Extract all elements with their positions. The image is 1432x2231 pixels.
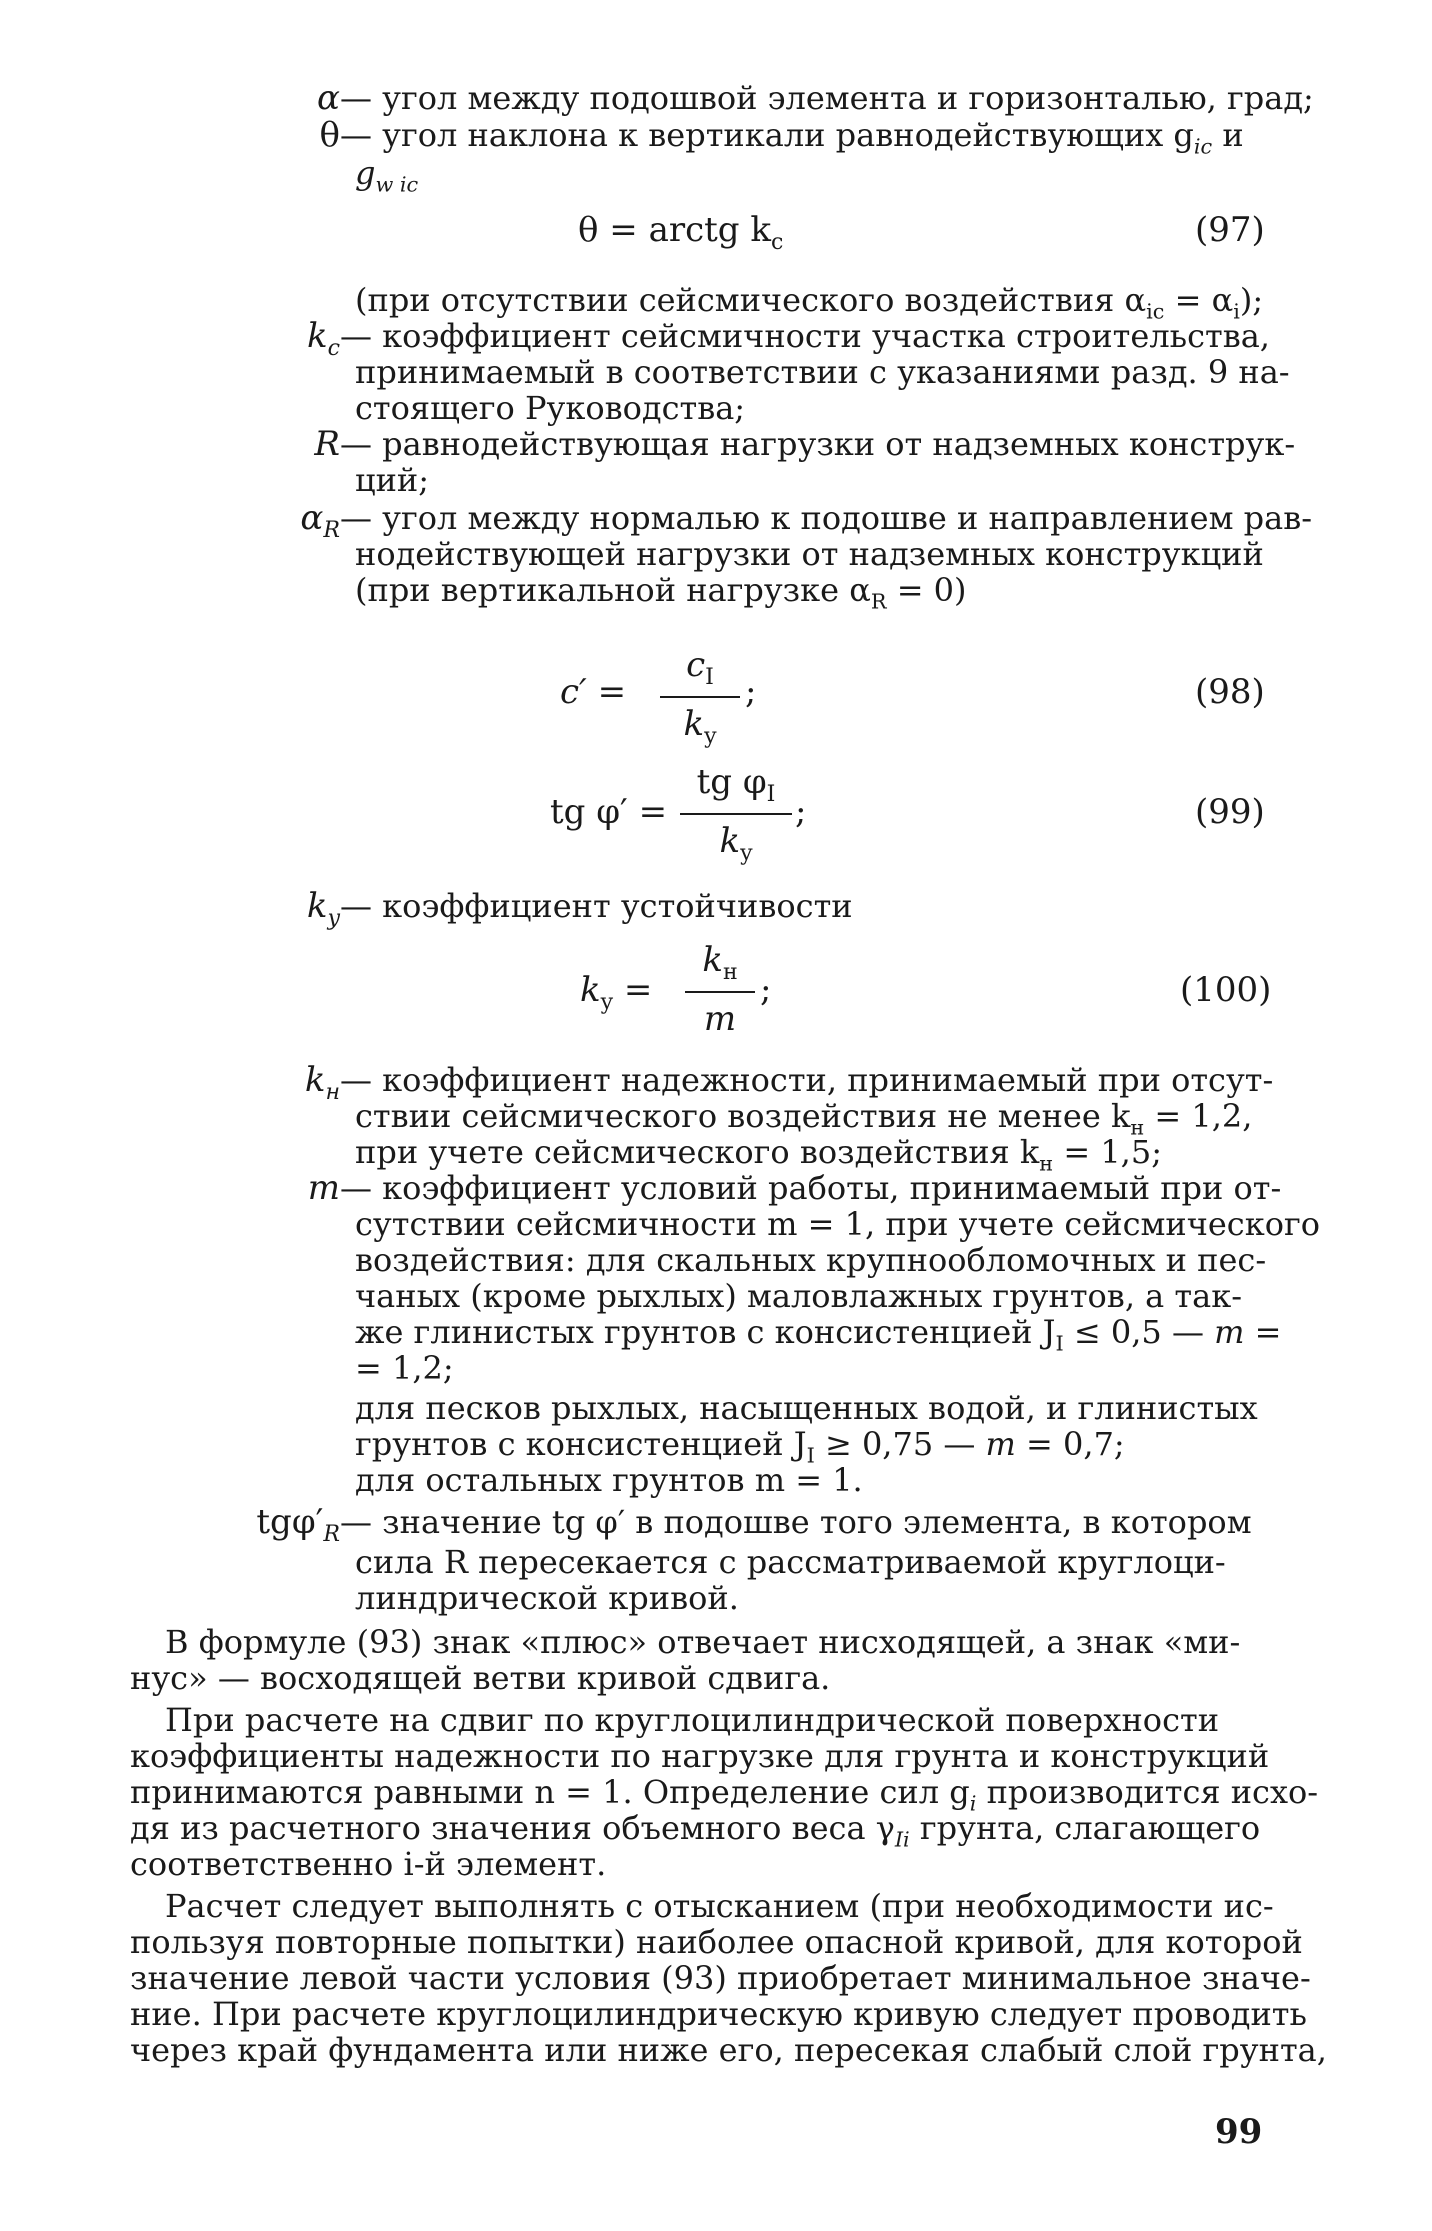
symbol-kn: $k_н$ [304, 1060, 340, 1105]
paragraph-1-line2: нус» — восходящей ветви кривой сдвига. [130, 1659, 831, 1697]
equation-98-fraction: $\frac{c_I}{k_y}$ [660, 645, 740, 749]
definition-m-line7: для песков рыхлых, насыщенных водой, и глинистых [355, 1389, 1258, 1427]
symbol-tg-phi-R: $tg\varphi'_R$ [256, 1502, 340, 1547]
paragraph-2-line1: При расчете на сдвиг по круглоцилиндрической поверхности [165, 1701, 1220, 1739]
definition-alpha: — угол между подошвой элемента и горизонталью, град; [340, 79, 1314, 117]
definition-m-line3: воздействия: для скальных крупнообломочных и пес- [355, 1241, 1267, 1279]
definition-m-line5: же глинистых грунтов с консистенцией $J_I \le 0,5$ — m = [355, 1313, 1282, 1356]
equation-100-semicolon: ; [760, 970, 772, 1010]
definition-tg-line1: — значение tg φ′ в подошве того элемента, в котором [340, 1503, 1252, 1541]
paragraph-1-line1: В формуле (93) знак «плюс» отвечает нисходящей, а знак «ми- [165, 1623, 1241, 1661]
page-number: 99 [1215, 2112, 1263, 2152]
symbol-R: R [314, 424, 340, 464]
symbol-ky: $k_y$ [306, 886, 340, 931]
definition-kn-line3: при учете сейсмического воздействия $k_н = 1,5$; [355, 1133, 1162, 1176]
definition-theta: — угол наклона к вертикали равнодействующих $g_{ic}$ и [340, 116, 1244, 159]
equation-97-note: (при отсутствии сейсмического воздействия $\alpha_{ic} = \alpha_i$); [355, 281, 1264, 324]
equation-98-lhs: c′ = [560, 672, 627, 712]
definition-m-line4: чаных (кроме рыхлых) маловлажных грунтов, а так- [355, 1277, 1242, 1315]
definition-R-line1: — равнодействующая нагрузки от надземных конструк- [340, 425, 1296, 463]
equation-99-number: (99) [1195, 792, 1265, 832]
definition-alphaR-line1: — угол между нормалью к подошве и направлением рав- [340, 499, 1313, 537]
equation-99-semicolon: ; [795, 792, 807, 832]
symbol-m: m [307, 1168, 340, 1208]
paragraph-3-line1: Расчет следует выполнять с отысканием (при необходимости ис- [165, 1887, 1274, 1925]
definition-m-line8: грунтов с консистенцией $J_I \ge 0,75$ — m = 0,7; [355, 1425, 1125, 1468]
symbol-alpha-R: $\alpha_R$ [300, 498, 340, 543]
definition-m-line1: — коэффициент условий работы, принимаемый при от- [340, 1169, 1282, 1207]
paragraph-3-line3: значение левой части условия (93) приобретает минимальное значе- [130, 1959, 1311, 1997]
definition-kc-line1: — коэффициент сейсмичности участка строительства, [340, 317, 1270, 355]
paragraph-3-line5: через край фундамента или ниже его, пересекая слабый слой грунта, [130, 2031, 1327, 2069]
equation-98-semicolon: ; [745, 672, 757, 712]
equation-100-lhs: $k_y$ = [580, 970, 653, 1015]
definition-theta-cont: $g_{w ic}$ [355, 154, 419, 197]
definition-tg-line2: сила R пересекается с рассматриваемой круглоци- [355, 1543, 1226, 1581]
definition-ky: — коэффициент устойчивости [340, 887, 853, 925]
definition-kn-line2: ствии сейсмического воздействия не менее $k_н = 1,2$, [355, 1097, 1253, 1140]
paragraph-3-line4: ние. При расчете круглоцилиндрическую кривую следует проводить [130, 1995, 1307, 2033]
equation-99-fraction: $\frac{tg \varphi_I}{k_y}$ [680, 762, 792, 866]
definition-tg-line3: линдрической кривой. [355, 1579, 739, 1617]
paragraph-2-line3: принимаются равными n = 1. Определение сил $g_i$ производится исхо- [130, 1773, 1319, 1816]
equation-98-number: (98) [1195, 672, 1265, 712]
definition-kn-line1: — коэффициент надежности, принимаемый при отсут- [340, 1061, 1274, 1099]
equation-97-number: (97) [1195, 210, 1265, 250]
equation-99-lhs: tg φ′ = [550, 792, 668, 832]
paragraph-3-line2: пользуя повторные попытки) наиболее опасной кривой, для которой [130, 1923, 1303, 1961]
definition-kc-line2: принимаемый в соответствии с указаниями разд. 9 на- [355, 353, 1290, 391]
paragraph-2-line4: дя из расчетного значения объемного веса $\gamma_{Ii}$ грунта, слагающего [130, 1809, 1261, 1852]
definition-alphaR-line3: (при вертикальной нагрузке $\alpha_R = 0$) [355, 571, 967, 614]
definition-alphaR-line2: нодействующей нагрузки от надземных конструкций [355, 535, 1264, 573]
paragraph-2-line2: коэффициенты надежности по нагрузке для грунта и конструкций [130, 1737, 1270, 1775]
symbol-alpha: α [317, 78, 340, 118]
definition-R-line2: ций; [355, 461, 430, 499]
definition-m-line6: = 1,2; [355, 1349, 454, 1387]
definition-m-line2: сутствии сейсмичности m = 1, при учете сейсмического [355, 1205, 1321, 1243]
definition-m-line9: для остальных грунтов m = 1. [355, 1461, 863, 1499]
symbol-theta: θ [319, 115, 340, 155]
equation-97: θ = arctg $k_c$ [578, 210, 784, 255]
equation-100-fraction: $k_н$ m [685, 940, 755, 1039]
equation-100-number: (100) [1180, 970, 1272, 1010]
definition-kc-line3: стоящего Руководства; [355, 389, 746, 427]
paragraph-2-line5: соответственно i-й элемент. [130, 1845, 607, 1883]
symbol-kc: $k_c$ [307, 316, 340, 361]
